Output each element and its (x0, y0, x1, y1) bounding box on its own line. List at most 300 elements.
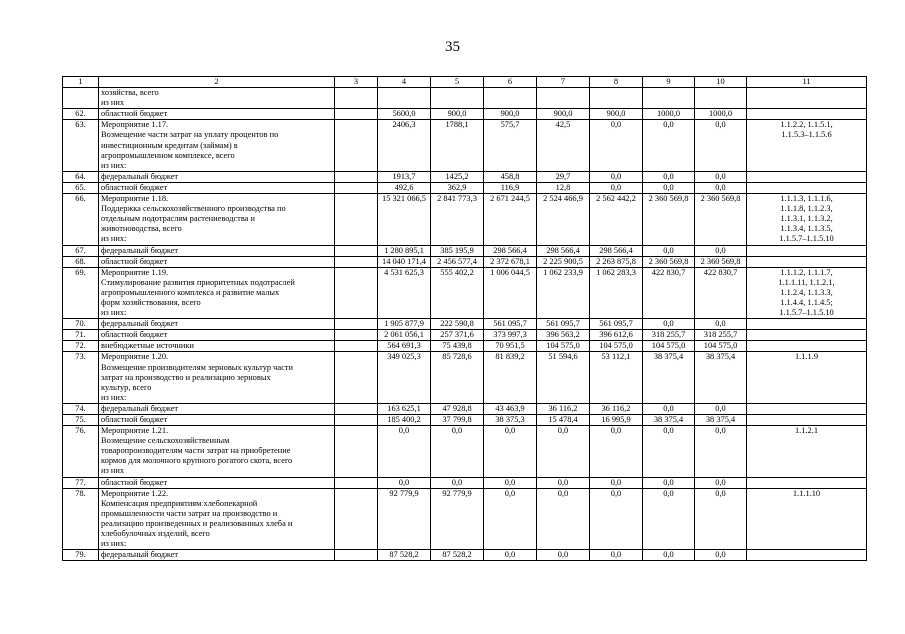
value-cell: 29,7 (537, 171, 590, 182)
value-cell: 222 590,8 (431, 319, 484, 330)
column-3-cell (335, 88, 378, 109)
column-3-cell (335, 341, 378, 352)
row-number-cell: 71. (63, 330, 99, 341)
value-cell: 0,0 (590, 426, 643, 477)
header-cell: 5 (431, 77, 484, 88)
value-cell: 12,8 (537, 182, 590, 193)
row-description-cell (99, 403, 335, 414)
row-description-cell (99, 341, 335, 352)
column-3-cell (335, 256, 378, 267)
value-cell: 16 995,9 (590, 415, 643, 426)
value-cell: 0,0 (695, 403, 747, 414)
value-cell: 2 263 875,8 (590, 256, 643, 267)
value-cell: 298 566,4 (537, 245, 590, 256)
description-line: федеральный бюджет (101, 403, 179, 413)
table-row (63, 319, 867, 330)
description-line: хлебобулочных изделий, всего (101, 529, 210, 539)
value-cell: 422 830,7 (695, 267, 747, 318)
header-cell: 1 (63, 77, 99, 88)
description-line: Возмещение производителям зерновых культур части (101, 362, 293, 372)
value-cell: 0,0 (643, 319, 695, 330)
value-cell: 0,0 (590, 488, 643, 550)
value-cell: 0,0 (431, 426, 484, 477)
table-row (63, 352, 867, 403)
row-number-cell: 74. (63, 403, 99, 414)
code-line: 1.1.3.4, 1.1.3.5, (780, 224, 833, 234)
value-cell: 14 040 171,4 (378, 256, 431, 267)
description-line: форм хозяйствования, всего (101, 297, 201, 307)
table-row (63, 109, 867, 120)
value-cell: 492,6 (378, 182, 431, 193)
budget-table (62, 76, 867, 561)
value-cell: 0,0 (590, 550, 643, 561)
column-3-cell (335, 182, 378, 193)
header-cell: 4 (378, 77, 431, 88)
description-line: животноводства, всего (101, 224, 182, 234)
value-cell: 36 116,2 (537, 403, 590, 414)
row-number-cell: 68. (63, 256, 99, 267)
value-cell: 81 839,2 (484, 352, 537, 403)
codes-cell (747, 256, 867, 267)
value-cell: 38 375,4 (695, 415, 747, 426)
row-description-cell (99, 88, 335, 109)
description-line: культур, всего (101, 382, 152, 392)
column-3-cell (335, 194, 378, 245)
value-cell: 900,0 (484, 109, 537, 120)
row-number-cell: 62. (63, 109, 99, 120)
description-line: промышленности части затрат на производство и (101, 508, 278, 518)
header-cell: 6 (484, 77, 537, 88)
row-description-cell (99, 319, 335, 330)
row-description-cell (99, 426, 335, 477)
row-number-cell: 67. (63, 245, 99, 256)
value-cell: 0,0 (695, 319, 747, 330)
value-cell: 1000,0 (643, 109, 695, 120)
value-cell: 298 566,4 (484, 245, 537, 256)
value-cell: 0,0 (695, 550, 747, 561)
value-cell: 318 255,7 (695, 330, 747, 341)
value-cell: 92 779,9 (431, 488, 484, 550)
value-cell: 2 360 569,8 (695, 256, 747, 267)
value-cell: 561 095,7 (484, 319, 537, 330)
page-number: 35 (445, 39, 460, 55)
row-number-cell: 70. (63, 319, 99, 330)
column-3-cell (335, 171, 378, 182)
code-line: 1.1.1.3, 1.1.1.6, (780, 194, 833, 204)
table-body (63, 77, 867, 561)
row-description-cell (99, 194, 335, 245)
value-cell: 2 671 244,5 (484, 194, 537, 245)
value-cell: 0,0 (378, 477, 431, 488)
value-cell: 0,0 (695, 171, 747, 182)
code-line: 1.1.4.4, 1.1.4.5; (780, 297, 833, 307)
row-number-cell: 76. (63, 426, 99, 477)
table-row (63, 415, 867, 426)
value-cell: 2 841 773,3 (431, 194, 484, 245)
table-row (63, 120, 867, 171)
value-cell: 2 225 900,5 (537, 256, 590, 267)
value-cell: 104 575,0 (643, 341, 695, 352)
value-cell: 2406,3 (378, 120, 431, 171)
description-line: отдельным подотраслям растениеводства и (101, 214, 255, 224)
table-row (63, 171, 867, 182)
code-line: 1.1.1.10 (792, 488, 821, 498)
table-row (63, 245, 867, 256)
description-line: инвестиционным кредитам (займам) в (101, 140, 238, 150)
value-cell: 47 928,8 (431, 403, 484, 414)
description-line: Мероприятие 1.20. (101, 352, 169, 362)
value-cell: 900,0 (537, 109, 590, 120)
description-line: областной бюджет (101, 256, 168, 266)
description-line: из них: (101, 308, 127, 318)
value-cell (695, 88, 747, 109)
codes-cell (747, 488, 867, 550)
value-cell: 1 062 233,9 (537, 267, 590, 318)
code-line: 1.1.3.1, 1.1.3.2, (780, 214, 833, 224)
table-row (63, 477, 867, 488)
value-cell: 0,0 (537, 550, 590, 561)
value-cell: 422 830,7 (643, 267, 695, 318)
value-cell: 0,0 (643, 403, 695, 414)
table-row (63, 267, 867, 318)
description-line: агропромышленном комплексе, всего (101, 150, 235, 160)
header-cell: 10 (695, 77, 747, 88)
value-cell: 900,0 (590, 109, 643, 120)
table-row (63, 88, 867, 109)
value-cell: 318 255,7 (643, 330, 695, 341)
value-cell: 15 321 066,5 (378, 194, 431, 245)
value-cell: 0,0 (695, 120, 747, 171)
value-cell (484, 88, 537, 109)
description-line: Мероприятие 1.19. (101, 267, 169, 277)
description-line: федеральный бюджет (101, 319, 179, 329)
value-cell: 43 463,9 (484, 403, 537, 414)
value-cell: 298 566,4 (590, 245, 643, 256)
code-line: 1.1.5.3–1.1.5.6 (781, 130, 832, 140)
value-cell: 1425,2 (431, 171, 484, 182)
description-line: из них (101, 98, 125, 108)
table-row (63, 182, 867, 193)
description-line: Мероприятие 1.17. (101, 120, 169, 130)
value-cell: 0,0 (643, 120, 695, 171)
row-number-cell: 78. (63, 488, 99, 550)
value-cell: 92 779,9 (378, 488, 431, 550)
description-line: областной бюджет (101, 109, 168, 119)
description-line: Возмещение сельскохозяйственным (101, 436, 230, 446)
value-cell: 0,0 (484, 477, 537, 488)
description-line: Поддержка сельскохозяйственного производства по (101, 204, 286, 214)
value-cell: 2 524 466,9 (537, 194, 590, 245)
row-number-cell: 66. (63, 194, 99, 245)
description-line: из них: (101, 539, 127, 549)
description-line: Стимулирование развития приоритетных подотраслей (101, 277, 295, 287)
value-cell: 2 360 569,8 (643, 194, 695, 245)
value-cell: 396 612,6 (590, 330, 643, 341)
description-line: агропромышленного комплекса и развитие малых (101, 287, 280, 297)
description-line: затрат на производство и реализацию зерновых (101, 372, 271, 382)
codes-cell (747, 352, 867, 403)
value-cell: 561 095,7 (590, 319, 643, 330)
codes-cell (747, 109, 867, 120)
value-cell: 2 360 569,8 (695, 194, 747, 245)
value-cell: 0,0 (643, 426, 695, 477)
value-cell: 0,0 (695, 245, 747, 256)
row-number-cell: 77. (63, 477, 99, 488)
value-cell: 104 575,0 (537, 341, 590, 352)
column-3-cell (335, 403, 378, 414)
description-line: Компенсация предприятиям хлебопекарной (101, 498, 258, 508)
value-cell: 0,0 (643, 245, 695, 256)
column-3-cell (335, 488, 378, 550)
table-row (63, 426, 867, 477)
value-cell: 36 116,2 (590, 403, 643, 414)
value-cell (537, 88, 590, 109)
table-row (63, 403, 867, 414)
value-cell: 0,0 (643, 171, 695, 182)
description-line: хозяйства, всего (101, 88, 159, 98)
description-line: областной бюджет (101, 330, 168, 340)
value-cell: 185 400,2 (378, 415, 431, 426)
column-3-cell (335, 319, 378, 330)
column-3-cell (335, 109, 378, 120)
value-cell: 75 439,8 (431, 341, 484, 352)
value-cell: 85 728,6 (431, 352, 484, 403)
row-number-cell: 79. (63, 550, 99, 561)
value-cell: 0,0 (484, 550, 537, 561)
row-description-cell (99, 267, 335, 318)
description-line: Возмещение части затрат на уплату процентов по (101, 130, 279, 140)
value-cell (378, 88, 431, 109)
value-cell: 0,0 (484, 426, 537, 477)
description-line: товаропроизводителям части затрат на приобретение (101, 446, 291, 456)
column-3-cell (335, 426, 378, 477)
value-cell: 0,0 (590, 477, 643, 488)
value-cell: 37 799,8 (431, 415, 484, 426)
column-3-cell (335, 477, 378, 488)
description-line: федеральный бюджет (101, 550, 179, 560)
code-line: 1.1.2.2, 1.1.5.1, (780, 120, 833, 130)
code-line: 1.1.5.7–1.1.5.10 (779, 308, 834, 318)
value-cell: 2 360 569,8 (643, 256, 695, 267)
value-cell: 2 372 678,1 (484, 256, 537, 267)
codes-cell (747, 171, 867, 182)
value-cell: 38 375,4 (643, 415, 695, 426)
value-cell: 70 951,5 (484, 341, 537, 352)
row-number-cell: 69. (63, 267, 99, 318)
row-description-cell (99, 182, 335, 193)
value-cell (431, 88, 484, 109)
description-line: Мероприятие 1.21. (101, 426, 169, 436)
value-cell: 385 195,9 (431, 245, 484, 256)
value-cell: 42,5 (537, 120, 590, 171)
codes-cell (747, 182, 867, 193)
table-row (63, 256, 867, 267)
value-cell: 362,9 (431, 182, 484, 193)
value-cell: 4 531 625,3 (378, 267, 431, 318)
row-description-cell (99, 415, 335, 426)
row-description-cell (99, 120, 335, 171)
row-number-cell: 65. (63, 182, 99, 193)
code-line: 1.1.2.1 (794, 426, 819, 436)
row-description-cell (99, 330, 335, 341)
value-cell: 1000,0 (695, 109, 747, 120)
codes-cell (747, 330, 867, 341)
value-cell: 87 528,2 (378, 550, 431, 561)
value-cell: 0,0 (643, 182, 695, 193)
value-cell: 38 375,4 (643, 352, 695, 403)
code-line: 1.1.1.9 (794, 352, 819, 362)
column-3-cell (335, 352, 378, 403)
table-row (63, 488, 867, 550)
value-cell: 458,8 (484, 171, 537, 182)
column-3-cell (335, 267, 378, 318)
value-cell: 396 563,2 (537, 330, 590, 341)
description-line: Мероприятие 1.18. (101, 194, 169, 204)
description-line: из них (101, 466, 125, 476)
value-cell: 0,0 (643, 550, 695, 561)
description-line: областной бюджет (101, 415, 168, 424)
value-cell: 1 905 877,9 (378, 319, 431, 330)
description-line: из них: (101, 392, 127, 402)
description-line: из них: (101, 160, 127, 170)
value-cell: 2 061 056,1 (378, 330, 431, 341)
codes-cell (747, 267, 867, 318)
value-cell: 1 062 283,3 (590, 267, 643, 318)
header-cell: 2 (99, 77, 335, 88)
value-cell: 1788,1 (431, 120, 484, 171)
row-number-cell (63, 88, 99, 109)
value-cell: 575,7 (484, 120, 537, 171)
value-cell: 0,0 (484, 488, 537, 550)
description-line: областной бюджет (101, 182, 168, 192)
row-description-cell (99, 171, 335, 182)
description-line: федеральный бюджет (101, 171, 179, 181)
value-cell: 555 402,2 (431, 267, 484, 318)
value-cell: 87 528,2 (431, 550, 484, 561)
value-cell: 561 095,7 (537, 319, 590, 330)
header-cell: 9 (643, 77, 695, 88)
value-cell: 0,0 (590, 182, 643, 193)
value-cell: 0,0 (431, 477, 484, 488)
row-number-cell: 72. (63, 341, 99, 352)
value-cell: 38 375,3 (484, 415, 537, 426)
header-row (63, 77, 867, 88)
codes-cell (747, 477, 867, 488)
value-cell: 1913,7 (378, 171, 431, 182)
codes-cell (747, 245, 867, 256)
value-cell: 2 456 577,4 (431, 256, 484, 267)
column-3-cell (335, 120, 378, 171)
row-number-cell: 75. (63, 415, 99, 426)
description-line: кормов для молочного крупного рогатого скота, всего (101, 456, 293, 466)
value-cell: 900,0 (431, 109, 484, 120)
value-cell: 1 006 044,5 (484, 267, 537, 318)
codes-cell (747, 194, 867, 245)
value-cell: 1 280 895,1 (378, 245, 431, 256)
value-cell: 104 575,0 (695, 341, 747, 352)
row-number-cell: 63. (63, 120, 99, 171)
value-cell: 0,0 (537, 477, 590, 488)
value-cell: 116,9 (484, 182, 537, 193)
row-description-cell (99, 550, 335, 561)
value-cell: 0,0 (537, 488, 590, 550)
value-cell: 163 625,1 (378, 403, 431, 414)
code-line: 1.1.5.7–1.1.5.10 (779, 234, 834, 244)
row-description-cell (99, 477, 335, 488)
value-cell: 0,0 (643, 477, 695, 488)
value-cell: 349 025,3 (378, 352, 431, 403)
code-line: 1.1.1.8, 1.1.2.3, (780, 204, 833, 214)
header-cell: 3 (335, 77, 378, 88)
description-line: из них: (101, 234, 127, 244)
description-line: областной бюджет (101, 477, 168, 487)
value-cell: 0,0 (643, 488, 695, 550)
value-cell: 15 478,4 (537, 415, 590, 426)
codes-cell (747, 415, 867, 426)
value-cell: 0,0 (590, 120, 643, 171)
value-cell: 2 562 442,2 (590, 194, 643, 245)
header-cell: 8 (590, 77, 643, 88)
codes-cell (747, 319, 867, 330)
value-cell: 0,0 (695, 426, 747, 477)
value-cell (590, 88, 643, 109)
column-3-cell (335, 550, 378, 561)
column-3-cell (335, 415, 378, 426)
row-number-cell: 73. (63, 352, 99, 403)
row-description-cell (99, 245, 335, 256)
row-description-cell (99, 488, 335, 550)
column-3-cell (335, 245, 378, 256)
table-row (63, 341, 867, 352)
value-cell: 373 997,3 (484, 330, 537, 341)
value-cell (643, 88, 695, 109)
table-row (63, 194, 867, 245)
table-row (63, 330, 867, 341)
row-description-cell (99, 109, 335, 120)
codes-cell (747, 403, 867, 414)
codes-cell (747, 120, 867, 171)
row-description-cell (99, 256, 335, 267)
row-number-cell: 64. (63, 171, 99, 182)
codes-cell (747, 426, 867, 477)
code-line: 1.1.2.4, 1.1.3.3, (780, 287, 833, 297)
value-cell: 0,0 (695, 488, 747, 550)
header-cell: 7 (537, 77, 590, 88)
codes-cell (747, 341, 867, 352)
row-description-cell (99, 352, 335, 403)
description-line: внебюджетные источники (101, 341, 194, 351)
value-cell: 0,0 (695, 477, 747, 488)
value-cell: 0,0 (590, 171, 643, 182)
value-cell: 104 575,0 (590, 341, 643, 352)
description-line: федеральный бюджет (101, 245, 179, 255)
value-cell: 38 375,4 (695, 352, 747, 403)
value-cell: 0,0 (537, 426, 590, 477)
codes-cell (747, 550, 867, 561)
value-cell: 53 112,1 (590, 352, 643, 403)
value-cell: 257 371,6 (431, 330, 484, 341)
codes-cell (747, 88, 867, 109)
value-cell: 51 594,6 (537, 352, 590, 403)
column-3-cell (335, 330, 378, 341)
header-cell: 11 (747, 77, 867, 88)
value-cell: 0,0 (695, 182, 747, 193)
table-row (63, 550, 867, 561)
code-line: 1.1.1.11, 1.1.2.1, (778, 277, 835, 287)
value-cell: 0,0 (378, 426, 431, 477)
description-line: реализацию произведенных и реализованных хлеба и (101, 518, 293, 528)
value-cell: 564 691,3 (378, 341, 431, 352)
